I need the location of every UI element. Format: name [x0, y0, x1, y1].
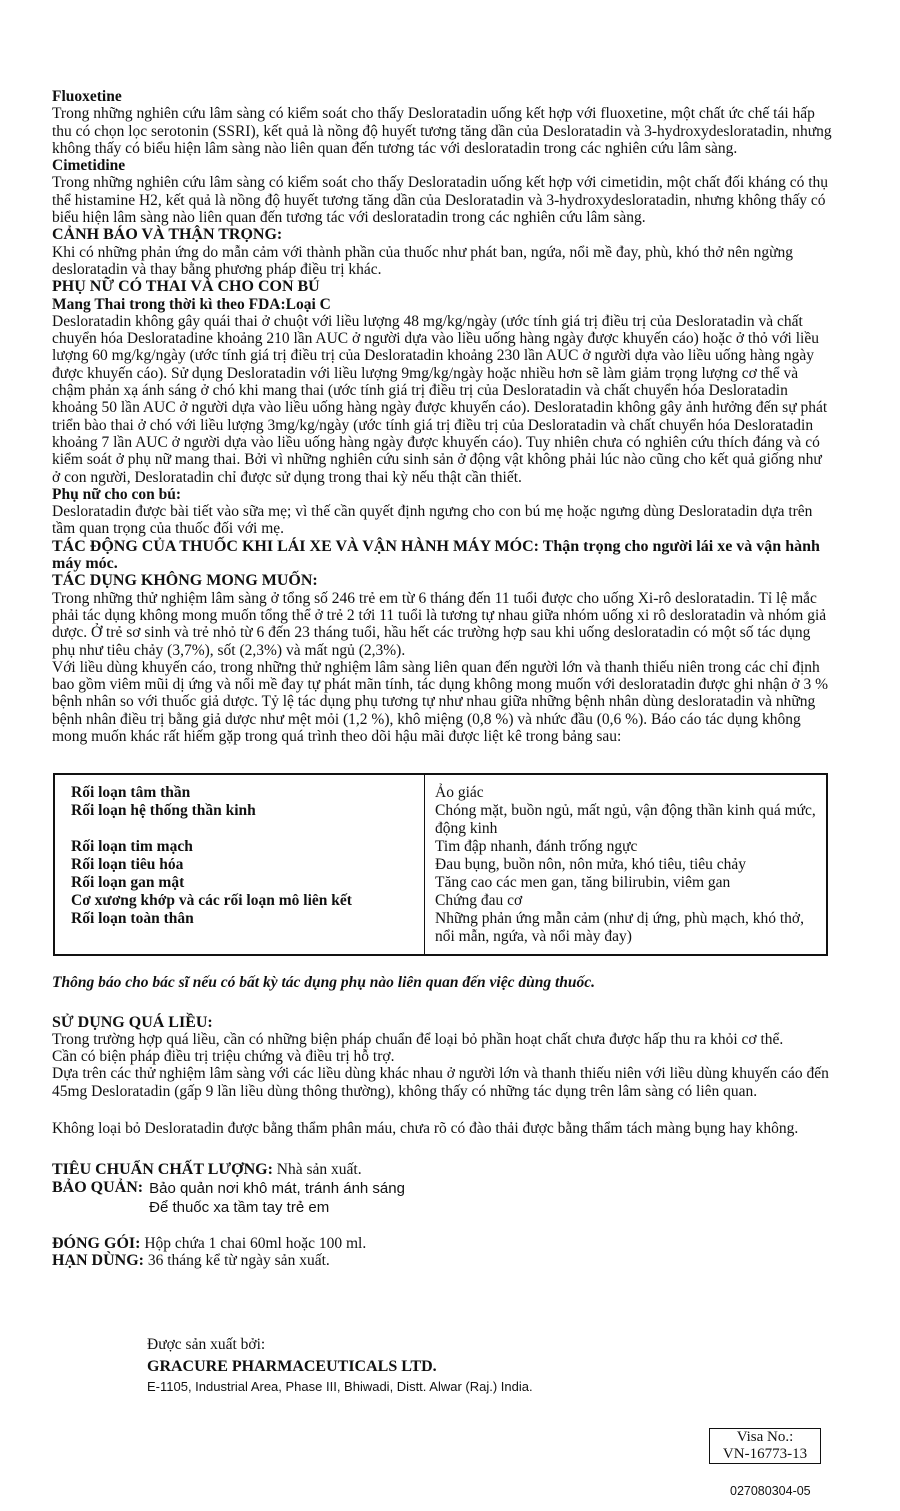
- pregnancy-text: Desloratadin không gây quái thai ở chuột với liều lượng 48 mg/kg/ngày (ước tính giá trị điều trị của Desloratadin và chất chuyển hóa Desloratadine khoảng 210 lần AUC ở người dựa vào liều uống hàng ngày được khuyến cáo) hoặc ở thỏ với liều lượng 60 mg/kg/ngày (ước tính giá trị điều trị của Desloratadin khoảng 230 lần AUC ở người dựa vào liều uống hàng ngày được khuyến cáo). Sử dụng Desloratadin với liều lượng 9mg/kg/ngày hoặc nhiều hơn sẽ làm giảm trọng lượng cơ thể và chậm phản xạ ánh sáng ở chó khi mang thai (ước tính giá trị điều trị của Desloratadin và chất chuyển hóa Desloratadin khoảng 50 lần AUC ở người dựa vào liều uống hàng ngày được khuyến cáo). Desloratadin không gây ảnh hưởng đến sự phát triển bào thai ở chó với liều lượng 3mg/kg/ngày (ước tính giá trị điều trị của Desloratadin và chất chuyển hóa Desloratadin khoảng 7 lần AUC ở người dựa vào liều uống hàng ngày được khuyến cáo). Tuy nhiên chưa có nghiên cứu thích đáng và có kiểm soát ở phụ nữ mang thai. Bởi vì những nghiên cứu sinh sản ở động vật không phải lúc nào cũng cho kết quả giống như ở con người, Desloratadin chỉ được sử dụng trong thai kỳ nếu thật cần thiết.: [52, 312, 828, 486]
- expiry-value: 36 tháng kể từ ngày sản xuất.: [147, 1251, 330, 1269]
- table-cell-category: Rối loạn hệ thống thần kinh: [71, 802, 256, 820]
- table-row: [54, 774, 827, 955]
- fluoxetine-heading: Fluoxetine: [52, 88, 122, 105]
- leaflet-page: [52, 88, 832, 1269]
- table-cell-effect: Những phản ứng mẫn cảm (như dị ứng, phù mạch, khó thở, nổi mẫn, ngứa, và nổi mày đay): [435, 910, 804, 946]
- pack-row: [52, 1235, 832, 1252]
- pregnancy-subheading: Mang Thai trong thời kì theo FDA:Loại C: [52, 295, 331, 313]
- breastfeeding-heading: Phụ nữ cho con bú:: [52, 485, 182, 503]
- visa-label: Visa No.:: [736, 1429, 794, 1445]
- quality-label: TIÊU CHUẨN CHẤT LƯỢNG:: [52, 1161, 273, 1179]
- overdose-section: [52, 1014, 832, 1138]
- overdose-heading: SỬ DỤNG QUÁ LIỀU:: [52, 1013, 213, 1031]
- table-cell-category: Rối loạn tâm thần: [71, 784, 191, 802]
- table-cell-effect: Chóng mặt, buồn ngủ, mất ngủ, vận động thần kinh quá mức, động kinh: [435, 802, 816, 838]
- pregnancy-heading: PHỤ NỮ CÓ THAI VÀ CHO CON BÚ: [52, 278, 320, 296]
- pack-label: ĐÓNG GÓI:: [52, 1234, 141, 1252]
- overdose-line-3: Dựa trên các thử nghiệm lâm sàng với các liều dùng khác nhau ở người lớn và thanh thiếu niên với liều dùng khuyến cáo đến 45mg Desloratadin (gấp 9 lần liều dùng thông thường), không thấy có những tác dụng trên lâm sàng có liên quan.: [52, 1065, 829, 1100]
- expiry-row: [52, 1252, 832, 1269]
- expiry-label: HẠN DÙNG:: [52, 1251, 144, 1269]
- fluoxetine-text: Trong những nghiên cứu lâm sàng có kiểm soát cho thấy Desloratadin uống kết hợp với fluoxetine, một chất ức chế tái hấp thu có chọn lọc serotonin (SSRI), kết quả là nồng độ huyết tương tăng dần của Desloratadin và 3-hydroxydesloratadin, nhưng không thấy có biểu hiện lâm sàng nào liên quan đến tương tác với desloratadin trong các nghiên cứu lâm sàng.: [52, 105, 832, 157]
- table-cell-effect: Ảo giác: [435, 784, 484, 802]
- table-left-column: [54, 774, 425, 955]
- company-name: GRACURE PHARMACEUTICALS LTD.: [147, 1358, 437, 1375]
- overdose-line-1: Trong trường hợp quá liều, cần có những biện pháp chuẩn để loại bỏ phần hoạt chất chưa được hấp thu ra khỏi cơ thể.: [52, 1030, 784, 1048]
- breastfeeding-text: Desloratadin được bài tiết vào sữa mẹ; vì thế cần quyết định ngưng cho con bú mẹ hoặc ngưng dùng Desloratadin dựa trên tầm quan trọng của thuốc đối với mẹ.: [52, 503, 813, 538]
- warning-heading: CẢNH BÁO VÀ THẬN TRỌNG:: [52, 226, 283, 244]
- adverse-paragraph-2: Với liều dùng khuyến cáo, trong những thử nghiệm lâm sàng liên quan đến người lớn và thanh thiếu niên trong các chỉ định bao gồm viêm mũi dị ứng và nổi mề đay tự phát mãn tính, tác dụng không mong muốn với desloratadin được ghi nhận ở 3 % bệnh nhân so với thuốc giả dược. Tỷ lệ tác dụng phụ tương tự như nhau giữa những bệnh nhân dùng desloratadin và những bệnh nhân điều trị bằng giả dược như mệt mỏi (1,2 %), khô miệng (0,8 %) và nhức đầu (0,6 %). Báo cáo tác dụng không mong muốn khác rất hiếm gặp trong quá trình theo dõi hậu mãi được liệt kê trong bảng sau:: [52, 658, 829, 745]
- table-cell-category: Rối loạn toàn thân: [71, 910, 194, 928]
- table-spacer: [71, 820, 424, 838]
- table-cell-category: Rối loạn tim mạch: [71, 838, 193, 856]
- company-address: E-1105, Industrial Area, Phase III, Bhiwadi, Distt. Alwar (Raj.) India.: [147, 1379, 533, 1394]
- table-cell-effect: Chứng đau cơ: [435, 892, 523, 910]
- adverse-heading: TÁC DỤNG KHÔNG MONG MUỐN:: [52, 572, 318, 590]
- table-right-column: [425, 774, 828, 955]
- driving-text: TÁC ĐỘNG CỦA THUỐC KHI LÁI XE VÀ VẬN HÀNH MÁY MÓC: Thận trọng cho người lái xe và vận hành máy móc.: [52, 537, 820, 573]
- quality-value: Nhà sản xuất.: [276, 1161, 362, 1179]
- document-code: 027080304-05: [730, 1484, 811, 1498]
- doctor-notice: Thông báo cho bác sĩ nếu có bất kỳ tác dụng phụ nào liên quan đến việc dùng thuốc.: [52, 974, 595, 992]
- overdose-line-4: Không loại bỏ Desloratadin được bằng thẩm phân máu, chưa rõ có đào thải được bằng thẩm tách màng bụng hay không.: [52, 1120, 799, 1138]
- cimetidine-text: Trong những nghiên cứu lâm sàng có kiểm soát cho thấy Desloratadin uống kết hợp với cimetidin, một chất đối kháng có thụ thể histamine H2, kết quả là nồng độ huyết tương tăng dần của Desloratadin và 3-hydroxydesloratadin, nhưng không thấy có biểu hiện lâm sàng nào liên quan đến tương tác với desloratadin trong các nghiên cứu lâm sàng.: [52, 174, 829, 227]
- storage-values: [149, 1179, 405, 1217]
- table-cell-category: Cơ xương khớp và các rối loạn mô liên kết: [71, 892, 352, 910]
- table-cell-effect: Tăng cao các men gan, tăng bilirubin, viêm gan: [435, 874, 731, 892]
- adverse-effects-table: [53, 773, 828, 956]
- table-cell-category: Rối loạn tiêu hóa: [71, 856, 184, 874]
- cimetidine-heading: Cimetidine: [52, 157, 126, 175]
- product-info-section: [52, 1161, 832, 1269]
- manufactured-by-label: Được sản xuất bởi:: [147, 1336, 266, 1353]
- storage-line-1: Bảo quản nơi khô mát, tránh ánh sáng: [149, 1179, 405, 1197]
- warning-text: Khi có những phản ứng do mẫn cảm với thành phần của thuốc như phát ban, ngứa, nổi mề đay, phù, khó thở nên ngừng desloratadin và thay bằng phương pháp điều trị khác.: [52, 243, 793, 278]
- manufacturer-block: [147, 1336, 533, 1394]
- adverse-paragraph-1: Trong những thử nghiệm lâm sàng ở tổng số 246 trẻ em từ 6 tháng đến 11 tuổi được cho uống Xi-rô desloratadin. Tỉ lệ mắc phải tác dụng không mong muốn tổng thể ở trẻ 2 tới 11 tuổi là tương tự nhau giữa nhóm uống xi rô desloratadin và nhóm giả dược. Ở trẻ sơ sinh và trẻ nhỏ từ 6 đến 23 tháng tuổi, hầu hết các trường hợp sau khi uống desloratadin có một số tác dụng phụ như tiêu chảy (3,7%), sốt (2,3%) và mất ngủ (2,3%).: [52, 589, 827, 659]
- table-cell-effect: Đau bụng, buồn nôn, nôn mửa, khó tiêu, tiêu chảy: [435, 856, 747, 874]
- storage-line-2: Để thuốc xa tầm tay trẻ em: [149, 1198, 330, 1216]
- storage-row: [52, 1179, 832, 1217]
- visa-box: [709, 1428, 821, 1464]
- quality-row: [52, 1161, 832, 1178]
- overdose-line-2: Cần có biện pháp điều trị triệu chứng và điều trị hỗ trợ.: [52, 1048, 395, 1066]
- visa-number: VN-16773-13: [722, 1446, 808, 1462]
- table-cell-category: Rối loạn gan mật: [71, 874, 185, 892]
- storage-label: BẢO QUẢN:: [52, 1178, 144, 1196]
- pack-value: Hộp chứa 1 chai 60ml hoặc 100 ml.: [144, 1234, 367, 1252]
- table-cell-effect: Tim đập nhanh, đánh trống ngực: [435, 838, 638, 856]
